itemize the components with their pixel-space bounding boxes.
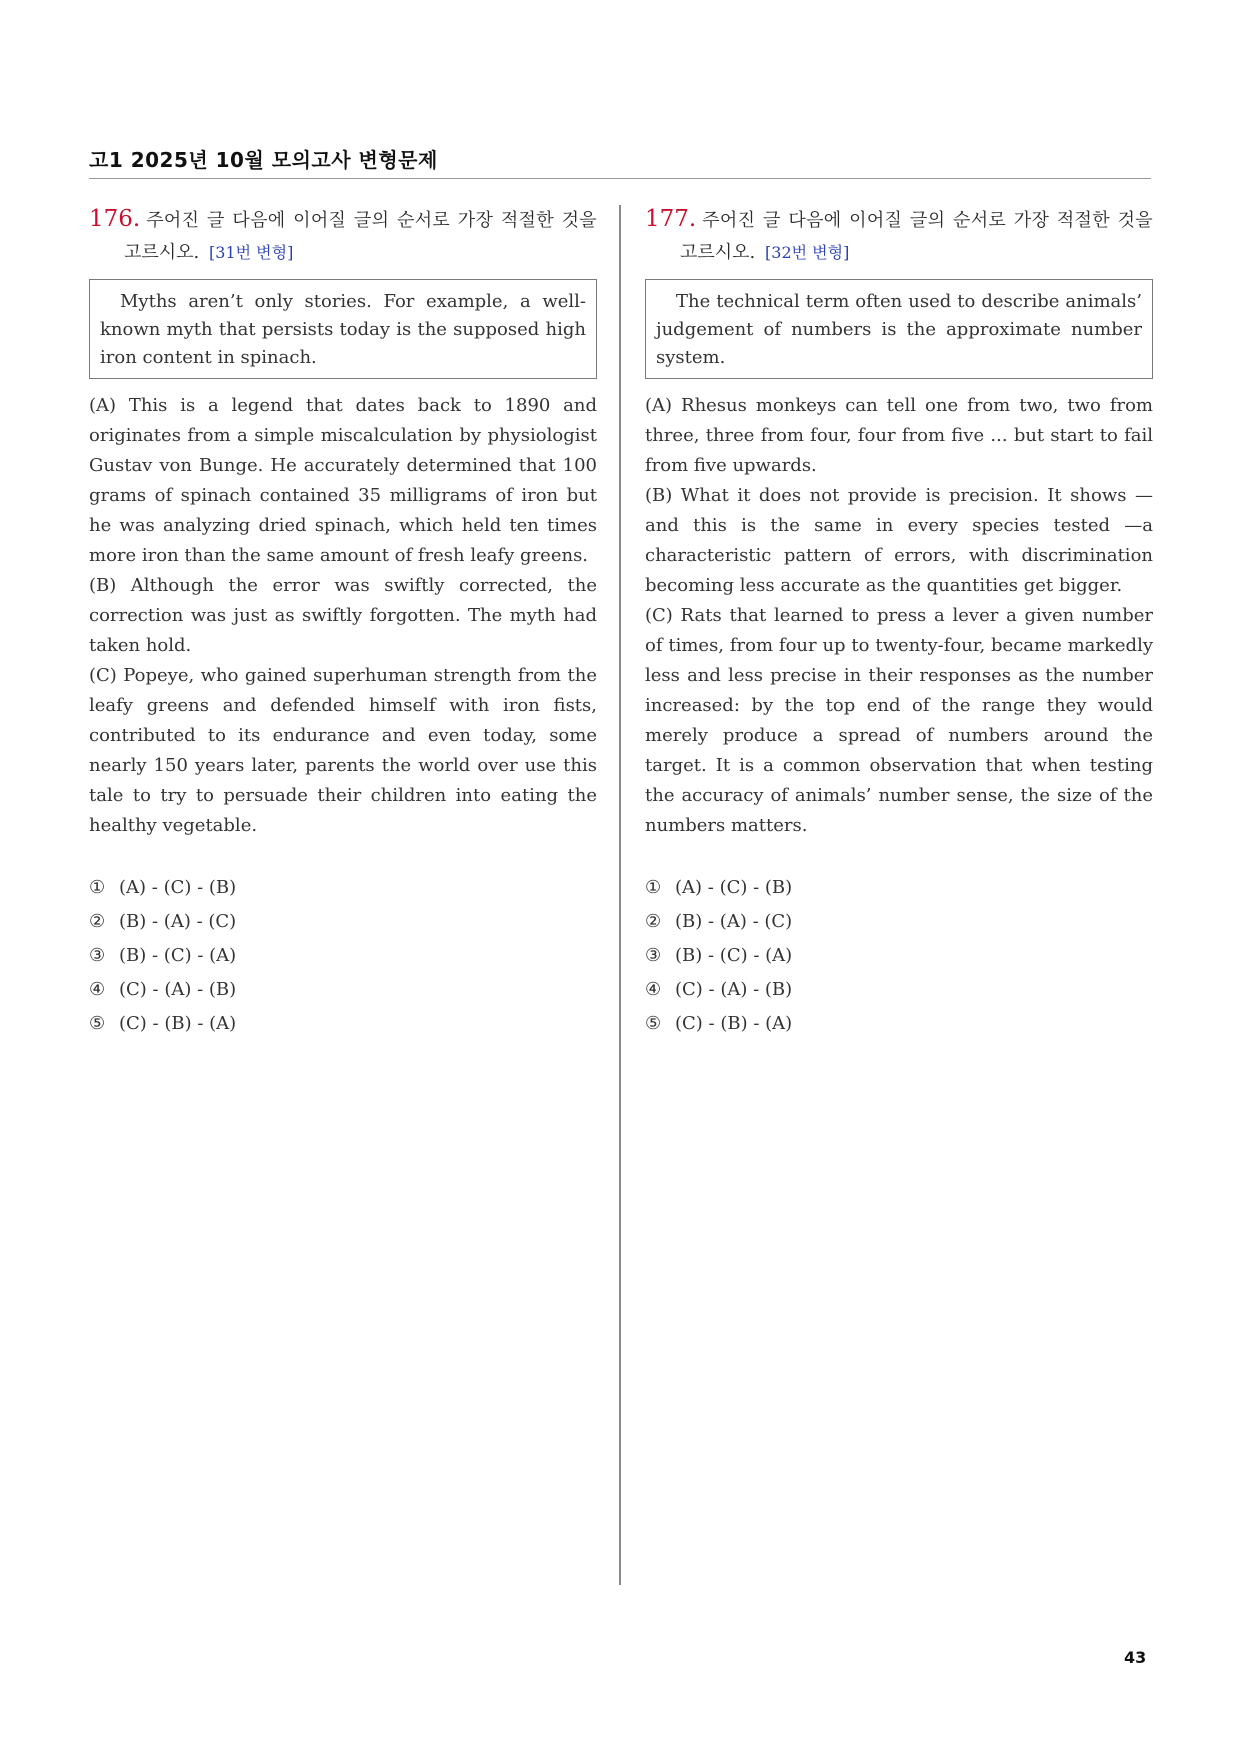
paragraph-a: (A) Rhesus monkeys can tell one from two, two from three, three from four, four from five ... but start to fail from five upwards.: [645, 395, 1153, 476]
paragraph-c: (C) Popeye, who gained superhuman strength from the leafy greens and defended himself with iron fists, contributed to its endurance and even today, some nearly 150 years later, parents the world over use this tale to try to persuade their children into eating the healthy vegetable.: [89, 665, 597, 836]
choice-marker: ③: [645, 945, 662, 966]
question-prompt: 주어진 글 다음에 이어질 글의 순서로 가장 적절한 것을: [702, 210, 1153, 231]
choice-1[interactable]: [89, 871, 597, 905]
choice-order: (B) - (C) - (A): [119, 945, 237, 966]
question-prompt-line2: [89, 237, 597, 269]
question-number: 177.: [645, 206, 697, 232]
choice-marker: ⑤: [89, 1013, 106, 1034]
choice-order: (C) - (B) - (A): [119, 1013, 237, 1034]
question-prompt-end: 고르시오.: [680, 242, 756, 263]
choice-1[interactable]: [645, 871, 1153, 905]
choice-marker: ①: [645, 877, 662, 898]
answer-choices: [89, 871, 597, 1041]
question-source: [32번 변형]: [765, 243, 850, 262]
choice-4[interactable]: [645, 973, 1153, 1007]
question-prompt: 주어진 글 다음에 이어질 글의 순서로 가장 적절한 것을: [146, 210, 597, 231]
choice-2[interactable]: [645, 905, 1153, 939]
choice-marker: ④: [89, 979, 106, 1000]
paragraph-a: (A) This is a legend that dates back to 1890 and originates from a simple miscalculation by physiologist Gustav von Bunge. He accurately determined that 100 grams of spinach contained 35 milligrams of iron but he was analyzing dried spinach, which held ten times more iron than the same amount of fresh leafy greens.: [89, 395, 597, 566]
column-divider: [619, 205, 621, 1585]
choice-order: (C) - (A) - (B): [675, 979, 793, 1000]
question-header: [89, 203, 597, 237]
question-source: [31번 변형]: [209, 243, 294, 262]
question-177: [645, 203, 1153, 1041]
choice-marker: ②: [89, 911, 106, 932]
header-divider: [89, 178, 1151, 179]
question-prompt-line2: [645, 237, 1153, 269]
page-number: 43: [1124, 1648, 1147, 1667]
choice-marker: ③: [89, 945, 106, 966]
choice-marker: ②: [645, 911, 662, 932]
given-passage-box: Myths aren’t only stories. For example, a well-known myth that persists today is the supposed high iron content in spinach.: [89, 279, 597, 379]
choice-3[interactable]: [645, 939, 1153, 973]
choice-marker: ④: [645, 979, 662, 1000]
question-prompt-end: 고르시오.: [124, 242, 200, 263]
choice-order: (A) - (C) - (B): [119, 877, 237, 898]
question-header: [645, 203, 1153, 237]
choice-order: (C) - (B) - (A): [675, 1013, 793, 1034]
passage-paragraphs: [645, 391, 1153, 841]
choice-order: (B) - (A) - (C): [119, 911, 237, 932]
choice-2[interactable]: [89, 905, 597, 939]
paragraph-c: (C) Rats that learned to press a lever a given number of times, from four up to twenty-four, became markedly less and less precise in their responses as the number increased: by the top end of the range they would merely produce a spread of numbers around the target. It is a common observation that when testing the accuracy of animals’ number sense, the size of the numbers matters.: [645, 605, 1153, 836]
paragraph-b: (B) Although the error was swiftly corrected, the correction was just as swiftly forgotten. The myth had taken hold.: [89, 575, 597, 656]
choice-marker: ①: [89, 877, 106, 898]
choice-order: (A) - (C) - (B): [675, 877, 793, 898]
choice-order: (B) - (C) - (A): [675, 945, 793, 966]
choice-5[interactable]: [645, 1007, 1153, 1041]
page-header-title: 고1 2025년 10월 모의고사 변형문제: [89, 148, 438, 172]
answer-choices: [645, 871, 1153, 1041]
choice-5[interactable]: [89, 1007, 597, 1041]
choice-order: (B) - (A) - (C): [675, 911, 793, 932]
choice-order: (C) - (A) - (B): [119, 979, 237, 1000]
choice-marker: ⑤: [645, 1013, 662, 1034]
question-number: 176.: [89, 206, 141, 232]
choice-4[interactable]: [89, 973, 597, 1007]
choice-3[interactable]: [89, 939, 597, 973]
question-176: [89, 203, 597, 1041]
paragraph-b: (B) What it does not provide is precision. It shows —and this is the same in every species tested —a characteristic pattern of errors, with discrimination becoming less accurate as the quantities get bigger.: [645, 485, 1153, 596]
passage-paragraphs: [89, 391, 597, 841]
given-passage-box: The technical term often used to describe animals’ judgement of numbers is the approximate number system.: [645, 279, 1153, 379]
